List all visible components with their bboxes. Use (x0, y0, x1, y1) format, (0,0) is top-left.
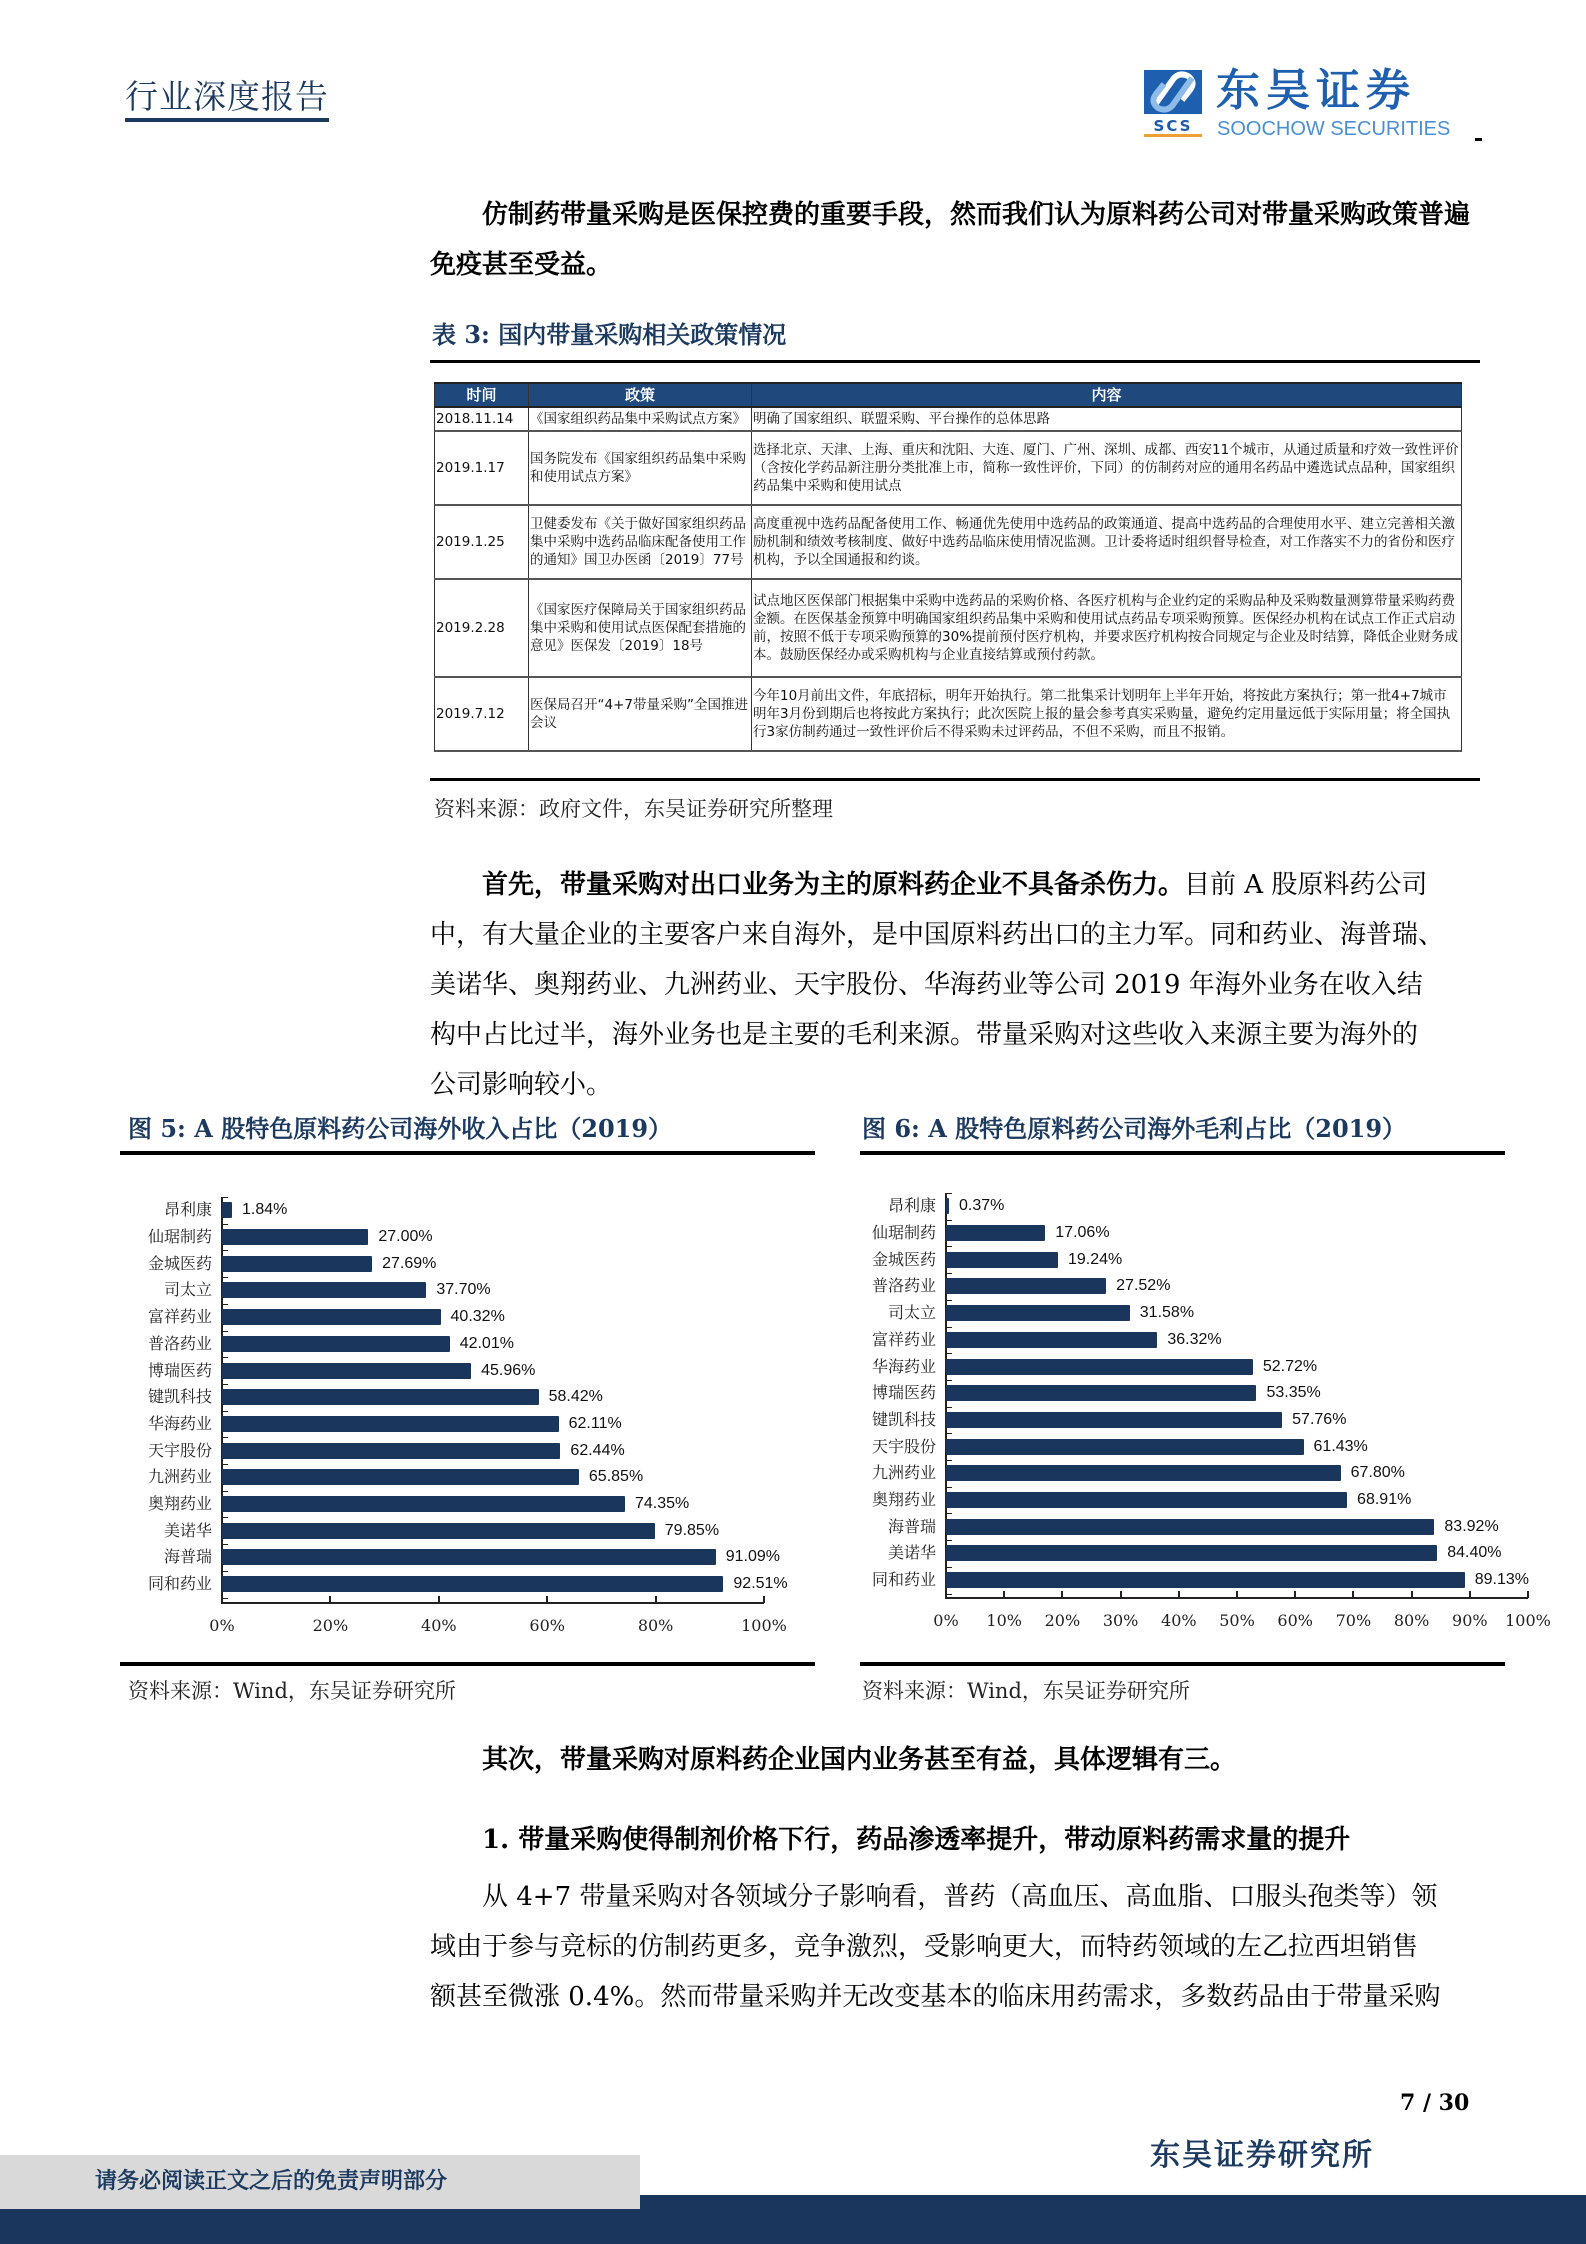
x-tick (1469, 1591, 1471, 1598)
value-label: 31.58% (1139, 1304, 1195, 1322)
x-tick-label: 10% (986, 1611, 1022, 1630)
col-header-policy: 政策 (529, 383, 752, 407)
category-label: 司太立 (163, 1280, 212, 1300)
cell-policy: 国务院发布《国家组织药品集中采购和使用试点方案》 (529, 431, 752, 505)
value-label: 83.92% (1444, 1517, 1499, 1535)
x-tick-label: 80% (1393, 1611, 1430, 1630)
paragraph-lead: 首先，带量采购对出口业务为主的原料药企业不具备杀伤力。 (482, 870, 1185, 900)
value-label: 89.13% (1474, 1571, 1529, 1589)
value-label: 17.06% (1055, 1224, 1110, 1242)
category-label: 金城医药 (871, 1249, 936, 1269)
cell-content: 高度重视中选药品配备使用工作、畅通优先使用中选药品的政策通道、提高中选药品的合理使用水平、建立完善相关激励机制和绩效考核制度、做好中选药品临床使用情况监测。卫计委将适时组织督导检查，对工作落实不力的省份和医疗机构，予以全国通报和约谈。 (752, 505, 1462, 579)
category-label: 海普瑞 (163, 1547, 212, 1567)
category-label: 天宇股份 (147, 1440, 212, 1460)
x-tick-label: 30% (1102, 1611, 1139, 1630)
x-tick-label: 60% (529, 1616, 565, 1635)
category-label: 华海药业 (871, 1356, 936, 1376)
value-label: 62.11% (568, 1414, 622, 1432)
table-caption: 表 3: 国内带量采购相关政策情况 (432, 320, 787, 349)
x-tick-label: 80% (637, 1616, 674, 1635)
category-label: 九洲药业 (871, 1463, 936, 1483)
value-label: 27.52% (1116, 1277, 1171, 1295)
category-label: 富祥药业 (147, 1307, 212, 1327)
data-bar (946, 1492, 1347, 1508)
x-tick-label: 50% (1219, 1611, 1255, 1630)
value-label: 57.76% (1292, 1410, 1347, 1428)
data-bar (946, 1252, 1058, 1268)
value-label: 42.01% (459, 1334, 514, 1352)
data-bar (946, 1465, 1341, 1481)
data-bar (946, 1572, 1465, 1588)
category-label: 键凯科技 (147, 1387, 212, 1407)
value-label: 1.84% (241, 1201, 288, 1219)
category-label: 九洲药业 (147, 1467, 212, 1487)
data-bar (946, 1198, 949, 1214)
y-tick (946, 1246, 952, 1247)
value-label: 74.35% (634, 1495, 690, 1513)
y-tick (946, 1433, 952, 1434)
y-tick (946, 1327, 952, 1328)
x-tick-label: 70% (1335, 1611, 1372, 1630)
footer-org-name: 东吴证券研究所 (1150, 2138, 1374, 2173)
x-tick (1003, 1591, 1005, 1598)
data-bar (946, 1359, 1253, 1375)
section-heading-1 (430, 1815, 1480, 1865)
category-label: 同和药业 (871, 1570, 936, 1590)
paragraph-line: 美诺华、奥翔药业、九洲药业、天宇股份、华海药业等公司 2019 年海外业务在收入结 (430, 970, 1423, 1000)
value-label: 58.42% (548, 1388, 603, 1406)
y-tick (946, 1300, 952, 1301)
y-tick (946, 1193, 952, 1194)
x-tick (1294, 1591, 1296, 1598)
value-label: 37.70% (436, 1281, 491, 1299)
value-label: 92.51% (733, 1575, 788, 1593)
cell-date: 2019.1.25 (435, 505, 529, 579)
category-label: 普洛药业 (871, 1276, 936, 1296)
y-tick (946, 1353, 952, 1354)
paragraph-domestic-text: 其次，带量采购对原料药企业国内业务甚至有益，具体逻辑有三。 (482, 1745, 1237, 1775)
value-label: 45.96% (481, 1361, 536, 1379)
category-label: 海普瑞 (887, 1516, 936, 1536)
logo-name-cn: 东吴证券 (1216, 65, 1416, 116)
value-label: 79.85% (664, 1521, 720, 1539)
category-label: 华海药业 (147, 1413, 212, 1433)
paragraph-line: 额甚至微涨 0.4%。然而带量采购并无改变基本的临床用药需求，多数药品由于带量采购 (430, 1982, 1441, 2012)
figure5-source: 资料来源：Wind，东吴证券研究所 (128, 1679, 456, 1703)
value-label: 62.44% (570, 1441, 625, 1459)
value-label: 67.80% (1350, 1464, 1405, 1482)
paragraph-line: 域由于参与竞标的仿制药更多，竞争激烈，受影响更大，而特药领域的左乙拉西坦销售 (430, 1932, 1419, 1962)
x-tick-label: 100% (1505, 1611, 1551, 1630)
x-tick-label: 0% (933, 1611, 959, 1630)
value-label: 27.69% (382, 1254, 437, 1272)
col-header-date: 时间 (435, 383, 529, 407)
cell-content: 明确了国家组织、联盟采购、平台操作的总体思路 (752, 407, 1462, 431)
data-bar (946, 1278, 1106, 1294)
y-tick (946, 1380, 952, 1381)
value-label: 36.32% (1167, 1330, 1222, 1348)
category-label: 仙琚制药 (871, 1223, 936, 1243)
x-tick-label: 20% (1044, 1611, 1081, 1630)
value-label: 91.09% (725, 1548, 780, 1566)
figure5-title: 图 5: A 股特色原料药公司海外收入占比（2019） (128, 1114, 673, 1143)
category-label: 普洛药业 (147, 1333, 212, 1353)
logo-name-en: SOOCHOW SECURITIES (1217, 118, 1451, 140)
category-label: 富祥药业 (871, 1329, 936, 1349)
x-tick-label: 20% (312, 1616, 349, 1635)
category-label: 昂利康 (887, 1196, 936, 1216)
data-bar (946, 1519, 1434, 1535)
category-label: 博瑞医药 (147, 1360, 212, 1380)
section-heading-1-text: 1. 带量采购使得制剂价格下行，药品渗透率提升，带动原料药需求量的提升 (482, 1825, 1351, 1855)
table-source: 资料来源：政府文件，东吴证券研究所整理 (434, 797, 833, 821)
category-label: 美诺华 (887, 1543, 936, 1563)
cell-content: 今年10月前出文件，年底招标，明年开始执行。第二批集采计划明年上半年开始，将按此方案执行；第一批4+7城市明年3月份到期后也将按此方案执行；此次医院上报的量会参考真实采购量，避免约定用量远低于实际用量；将全国执行3家仿制药通过一致性评价后不得采购未过评药品，不但不采购，而且不报销。 (752, 677, 1462, 751)
x-tick-label: 60% (1277, 1611, 1313, 1630)
logo-abbr: SCS (1144, 118, 1202, 137)
y-tick (946, 1540, 952, 1541)
x-tick (1178, 1591, 1180, 1598)
y-tick (946, 1567, 952, 1568)
data-bar (946, 1305, 1130, 1321)
x-tick (1120, 1591, 1122, 1598)
figure5-bottom-rule (120, 1662, 815, 1666)
data-bar (946, 1385, 1256, 1401)
y-tick (946, 1460, 952, 1461)
intro-paragraph-text: 仿制药带量采购是医保控费的重要手段，然而我们认为原料药公司对带量采购政策普遍免疫甚至受益。 (430, 200, 1471, 280)
x-tick-label: 100% (741, 1616, 787, 1635)
disclaimer-box (0, 2155, 640, 2209)
category-label: 奥翔药业 (871, 1490, 936, 1510)
x-tick (1527, 1591, 1529, 1598)
disclaimer-text: 请务必阅读正文之后的免责声明部分 (95, 2168, 448, 2194)
page-number: 7 / 30 (1400, 2090, 1470, 2116)
x-tick (1061, 1591, 1063, 1598)
category-label: 天宇股份 (871, 1436, 936, 1456)
x-tick (945, 1591, 947, 1598)
value-label: 0.37% (959, 1197, 1005, 1215)
x-tick (1352, 1591, 1354, 1598)
category-label: 奥翔药业 (147, 1494, 212, 1514)
x-tick-label: 0% (209, 1616, 235, 1635)
y-tick (946, 1273, 952, 1274)
data-bar (946, 1225, 1045, 1241)
y-tick (946, 1513, 952, 1514)
x-tick (1411, 1591, 1413, 1598)
data-bar (946, 1439, 1304, 1455)
x-tick-label: 90% (1452, 1611, 1488, 1630)
cell-content: 选择北京、天津、上海、重庆和沈阳、大连、厦门、广州、深圳、成都、西安11个城市，从通过质量和疗效一致性评价（含按化学药品新注册分类批准上市，简称一致性评价，下同）的仿制药对应的通用名药品中遴选试点品种，国家组织药品集中采购和使用试点 (752, 431, 1462, 505)
y-tick (946, 1407, 952, 1408)
category-label: 仙琚制药 (147, 1227, 212, 1247)
col-header-content: 内容 (752, 383, 1462, 407)
paragraph-4plus7 (430, 1872, 1480, 2022)
cell-date: 2019.7.12 (435, 677, 529, 751)
category-label: 同和药业 (147, 1574, 212, 1594)
data-bar (946, 1545, 1437, 1561)
value-label: 27.00% (378, 1228, 433, 1246)
report-type-title: 行业深度报告 (125, 78, 329, 122)
category-label: 金城医药 (147, 1253, 212, 1273)
paragraph-line: 构中占比过半，海外业务也是主要的毛利来源。带量采购对这些收入来源主要为海外的 (430, 1020, 1419, 1050)
value-label: 19.24% (1067, 1250, 1123, 1268)
paragraph-line: 公司影响较小。 (430, 1070, 613, 1100)
paragraph-line: 从 4+7 带量采购对各领域分子影响看，普药（高血压、高血脂、口服头孢类等）领 (482, 1882, 1438, 1912)
y-tick (946, 1220, 952, 1221)
value-label: 68.91% (1357, 1491, 1412, 1509)
paragraph-domestic (430, 1735, 1480, 1785)
cell-policy: 《国家医疗保障局关于国家组织药品集中采购和使用试点医保配套措施的意见》医保发〔2019〕18号 (529, 579, 752, 677)
x-tick-label: 40% (1161, 1611, 1197, 1630)
cell-policy: 《国家组织药品集中采购试点方案》 (529, 407, 752, 431)
data-bar (946, 1332, 1157, 1348)
figure6-source: 资料来源：Wind，东吴证券研究所 (862, 1679, 1190, 1703)
cell-content: 试点地区医保部门根据集中采购中选药品的采购价格、各医疗机构与企业约定的采购品种及采购数量测算带量采购药费金额。在医保基金预算中明确国家组织药品集中采购和使用试点药品专项采购预算。医保经办机构在试点工作正式启动前，按照不低于专项采购预算的30%提前预付医疗机构，并要求医疗机构按合同规定与企业及时结算，降低企业财务成本。鼓励医保经办或采购机构与企业直接结算或预付药款。 (752, 579, 1462, 677)
cell-date: 2019.1.17 (435, 431, 529, 505)
value-label: 65.85% (588, 1468, 644, 1486)
value-label: 84.40% (1447, 1544, 1502, 1562)
x-tick (1236, 1591, 1238, 1598)
x-tick-label: 40% (421, 1616, 457, 1635)
cell-date: 2019.2.28 (435, 579, 529, 677)
category-label: 司太立 (887, 1303, 936, 1323)
value-label: 52.72% (1262, 1357, 1318, 1375)
value-label: 53.35% (1266, 1384, 1321, 1402)
figure6-bottom-rule (860, 1662, 1505, 1666)
paragraph-line: 目前 A 股原料药公司 (1184, 870, 1428, 900)
data-bar (946, 1412, 1282, 1428)
category-label: 键凯科技 (871, 1409, 936, 1429)
value-label: 61.43% (1313, 1437, 1368, 1455)
paragraph-line: 中，有大量企业的主要客户来自海外，是中国原料药出口的主力军。同和药业、海普瑞、 (430, 920, 1445, 950)
category-label: 美诺华 (163, 1520, 212, 1540)
category-label: 昂利康 (163, 1200, 212, 1220)
cell-policy: 医保局召开“4+7带量采购”全国推进会议 (529, 677, 752, 751)
cell-date: 2018.11.14 (435, 407, 529, 431)
value-label: 40.32% (450, 1308, 505, 1326)
category-label: 博瑞医药 (871, 1383, 936, 1403)
figure6-title: 图 6: A 股特色原料药公司海外毛利占比（2019） (862, 1114, 1407, 1143)
y-tick (946, 1487, 952, 1488)
cell-policy: 卫健委发布《关于做好国家组织药品集中采购中选药品临床配备使用工作的通知》国卫办医函〔2019〕77号 (529, 505, 752, 579)
